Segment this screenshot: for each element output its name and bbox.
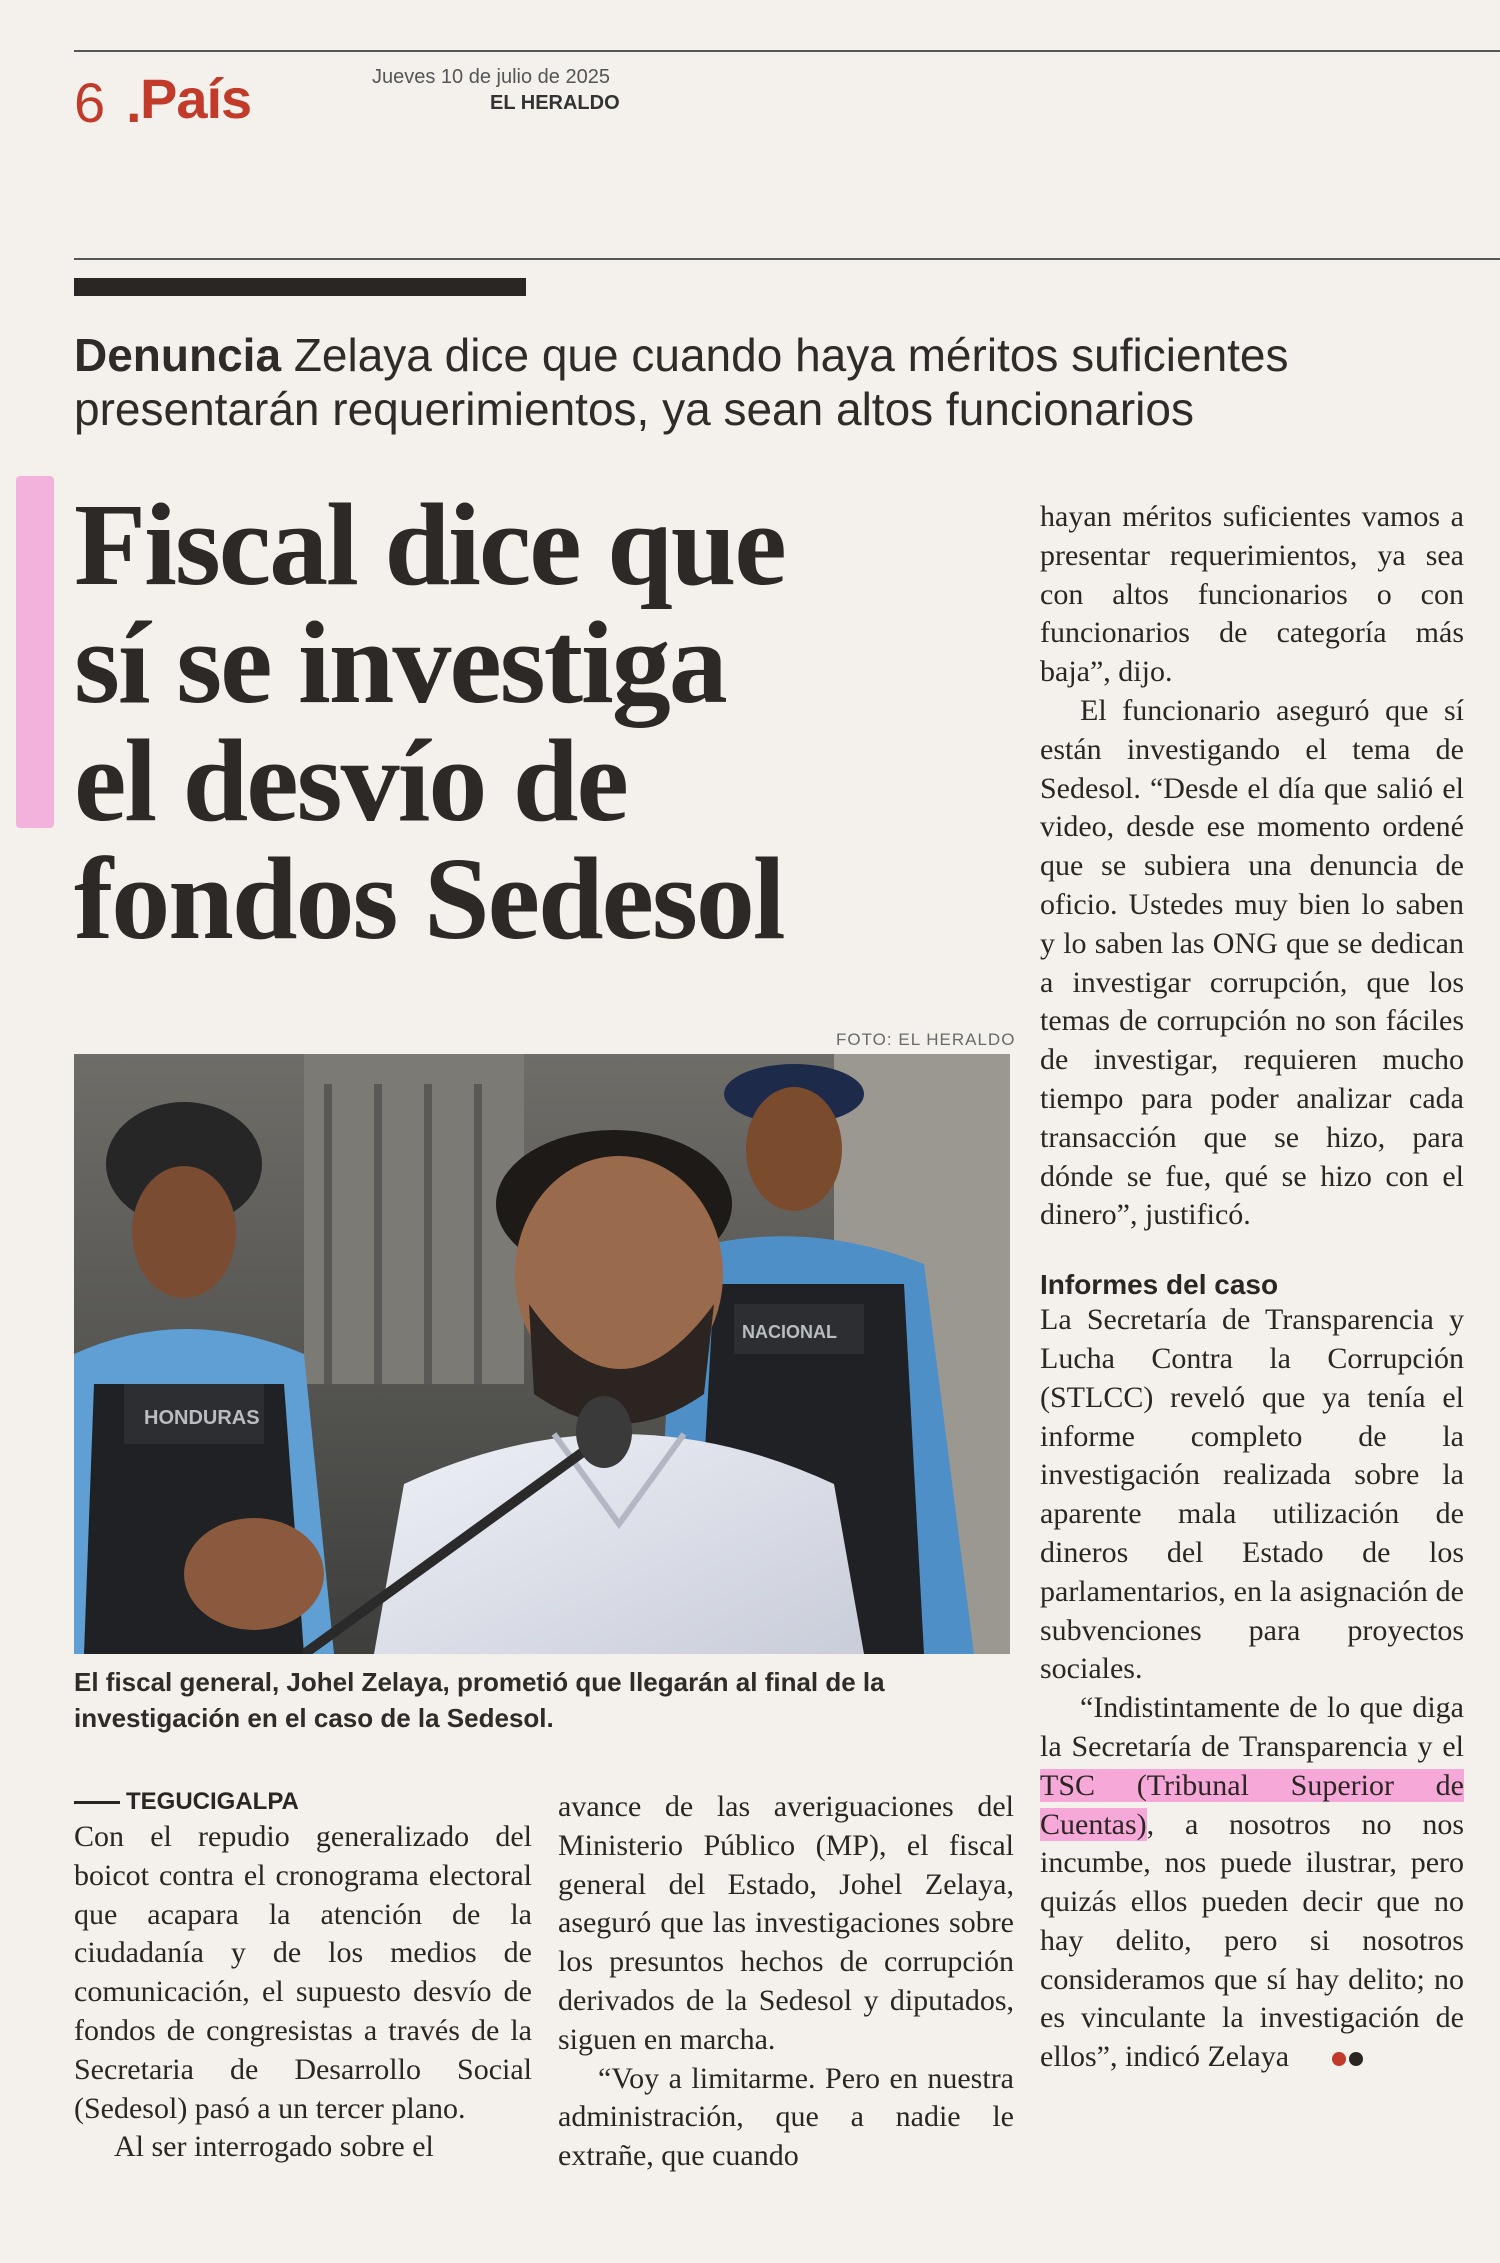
end-dot-red [1332, 2052, 1346, 2066]
subheading: Informes del caso [1040, 1269, 1279, 1301]
headline-line: Fiscal dice que [74, 479, 785, 610]
highlighter-mark [16, 476, 54, 828]
kicker-label: Denuncia [74, 329, 282, 381]
headline-line: el desvío de [74, 715, 627, 846]
newspaper-name: EL HERALDO [490, 92, 620, 114]
end-mark [1289, 2038, 1363, 2077]
article-column-1 [74, 1788, 532, 2167]
paragraph: Al ser interrogado sobre el [114, 2130, 434, 2164]
paragraph: hayan méritos suficientes vamos a presentar requerimientos, ya sea con altos funcionarios o con funcionarios de categoría más baja”, dijo. [1040, 500, 1464, 689]
paragraph: “Voy a limitarme. Pero en nuestra administración, que a nadie le extrañe, que cuando [558, 2061, 1014, 2173]
dateline-place [74, 1788, 532, 1816]
section-name: País [140, 67, 252, 130]
news-photo [74, 1054, 1010, 1654]
svg-text:HONDURAS: HONDURAS [144, 1407, 260, 1429]
svg-text:NACIONAL: NACIONAL [742, 1322, 837, 1342]
article-column-3 [1040, 498, 1464, 2077]
headline-line: fondos Sedesol [74, 833, 784, 964]
dateline-text: TEGUCIGALPA [126, 1788, 299, 1815]
kicker-text: Zelaya dice que cuando haya méritos suficientes presentarán requerimientos, ya sean altos funcionarios [74, 329, 1289, 435]
section-rule [74, 258, 1500, 260]
paragraph: El funcionario aseguró que sí están investigando el tema de Sedesol. “Desde el día que salió el video, desde ese momento ordené que se subiera una denuncia de oficio. Ustedes muy bien lo saben y lo saben las ONG que se dedican a investigar corrupción, que los temas de corrupción no son fáciles de investigar, requieren mucho tiempo para poder analizar cada transacción que se hizo, para dónde se fue, qué se hizo con el dinero”, justificó. [1040, 693, 1464, 1232]
paragraph: avance de las averiguaciones del Ministerio Público (MP), el fiscal general del Estado, Johel Zelaya, aseguró que las investigaciones sobre los presuntos hechos de corrupción derivados de la Sedesol y diputados, siguen en marcha. [558, 1790, 1014, 2056]
end-dot-dark [1349, 2052, 1363, 2066]
dateline-dash [74, 1801, 120, 1804]
photo-credit: FOTO: EL HERALDO [836, 1030, 1016, 1049]
section-dot: . [126, 71, 142, 134]
section-number: 6 [74, 71, 106, 134]
headline-line: sí se investiga [74, 597, 726, 728]
paragraph: La Secretaría de Transparencia y Lucha Contra la Corrupción (STLCC) reveló que ya tenía el informe completo de la investigación realizada sobre la aparente mala utilización de dineros del Estado de los parlamentarios, en la asignación de subvenciones para proyectos sociales. [1040, 1303, 1464, 1686]
top-rule [74, 50, 1500, 52]
quote-text: “Indistintamente de lo que diga la Secretaría de Transparencia y el [1040, 1691, 1464, 1763]
article-top-bar [74, 278, 526, 296]
quote-text: , a nosotros no nos incumbe, nos puede ilustrar, pero quizás ellos pueden decir que no hay delito, pero si nosotros consideramos que sí hay delito; no es vinculante la investigación de ellos”, indicó Zelaya [1040, 1807, 1464, 2074]
paragraph: Con el repudio generalizado del boicot contra el cronograma electoral que acapara la atención de la ciudadanía y de los medios de comunicación, el supuesto desvío de fondos de congresistas a través de la Secretaria de Desarrollo Social (Sedesol) pasó a un tercer plano. [74, 1820, 532, 2125]
highlighted-text: TSC (Tribunal Superior de Cuentas) [1040, 1768, 1464, 1841]
kicker [74, 328, 1374, 436]
photo-caption: El fiscal general, Johel Zelaya, prometió que llegarán al final de la investigación en el caso de la Sedesol. [74, 1667, 885, 1733]
article-column-2 [558, 1788, 1014, 2176]
paragraph [1040, 1689, 1464, 2077]
headline [74, 479, 1034, 964]
issue-date: Jueves 10 de julio de 2025 [372, 66, 610, 88]
